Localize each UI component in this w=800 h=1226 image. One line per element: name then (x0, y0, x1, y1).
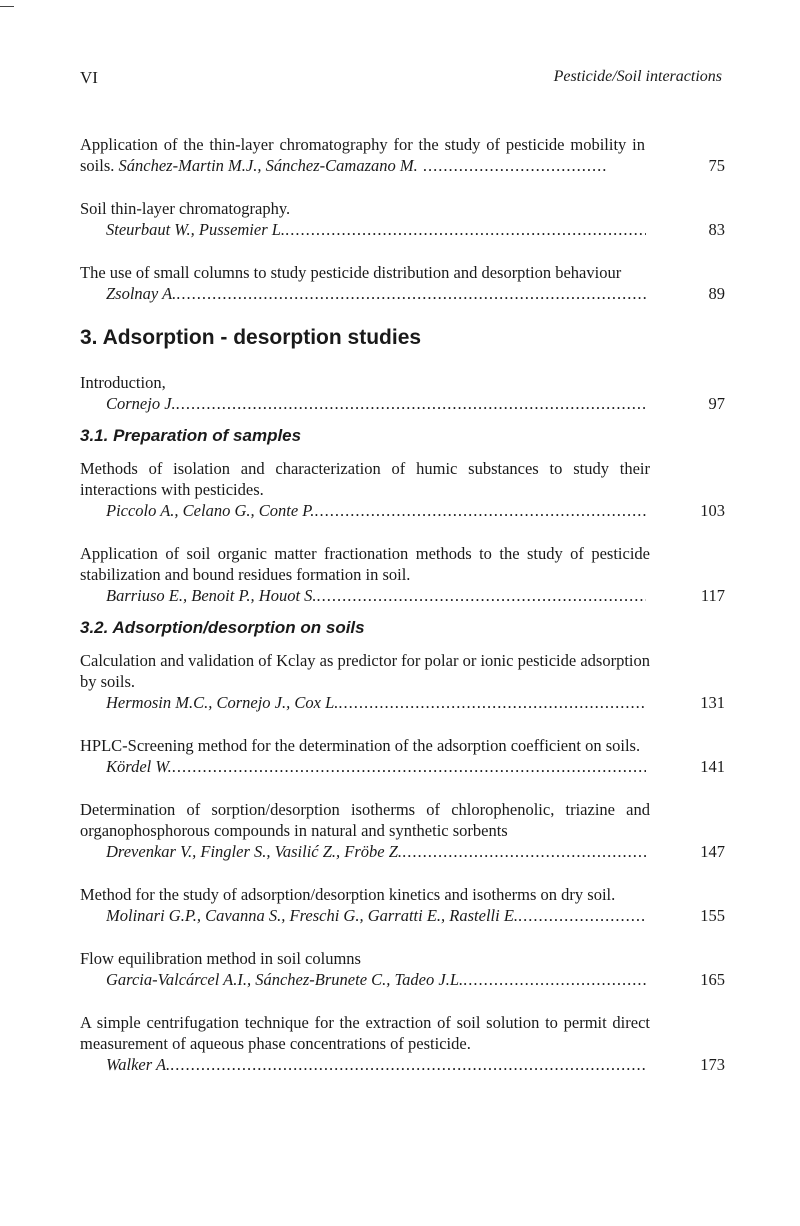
entry-title: Application of soil organic matter fractionation methods to the study of pesticide stabilization and bound residues formation in soil. (80, 544, 650, 584)
entry-author-line (80, 969, 725, 990)
entry-authors: Steurbaut W., Pussemier L. (106, 220, 286, 239)
toc-entry (80, 948, 725, 990)
entry-author-line (80, 219, 725, 240)
toc-entry (80, 262, 725, 304)
entry-title: A simple centrifugation technique for the extraction of soil solution to permit direct measurement of aqueous phase concentrations of pesticide. (80, 1013, 650, 1053)
toc-entry (80, 735, 725, 777)
entry-authors: Zsolnay A. (106, 284, 177, 303)
toc-entry (80, 884, 725, 926)
entry-title: HPLC-Screening method for the determination of the adsorption coefficient on soils. (80, 736, 641, 755)
entry-page[interactable]: 165 (700, 970, 725, 989)
toc-entry (80, 650, 725, 713)
toc-entry (80, 458, 725, 521)
entry-page[interactable]: 141 (700, 757, 725, 776)
entry-page[interactable]: 147 (700, 842, 725, 861)
entry-title: Method for the study of adsorption/desorption kinetics and isotherms on dry soil. (80, 885, 616, 904)
entry-author-line (80, 841, 725, 862)
section-heading: 3. Adsorption - desorption studies (80, 326, 422, 349)
entry-authors: Walker A. (106, 1055, 171, 1074)
entry-authors: Cornejo J. (106, 394, 176, 413)
toc-entry (80, 372, 725, 414)
entry-page[interactable]: 117 (700, 586, 725, 605)
entry-page[interactable]: 89 (708, 284, 725, 303)
entry-page[interactable]: 103 (700, 501, 725, 520)
entry-authors: Hermosin M.C., Cornejo J., Cox L. (106, 693, 339, 712)
entry-title: Determination of sorption/desorption isotherms of chlorophenolic, triazine and organophosphorous compounds in natural and synthetic sorbents (80, 800, 650, 840)
entry-page[interactable]: 131 (700, 693, 725, 712)
entry-title: Calculation and validation of Kclay as predictor for polar or ionic pesticide adsorption by soils. (80, 651, 650, 691)
entry-author-line (80, 393, 725, 414)
entry-page[interactable]: 173 (700, 1055, 725, 1074)
entry-title: Introduction, (80, 373, 166, 392)
toc-entry (80, 198, 725, 240)
entry-title: Application of the thin-layer chromatography for the study of pesticide mobility in soils. Sánchez-Martin M.J., Sánchez-Camazano M. .................................... (80, 135, 645, 175)
entry-title-text: Application of the thin-layer chromatography for the study of pesticide mobility in soils. (80, 135, 645, 175)
entry-page[interactable]: 97 (708, 394, 725, 413)
entry-authors: Piccolo A., Celano G., Conte P. (106, 501, 315, 520)
entry-title: The use of small columns to study pesticide distribution and desorption behaviour (80, 263, 622, 282)
entry-author-line (80, 756, 725, 777)
entry-authors: Sánchez-Martin M.J., Sánchez-Camazano M. (118, 156, 418, 175)
entry-author-line (80, 500, 725, 521)
subsection-heading: 3.1. Preparation of samples (80, 426, 302, 445)
entry-authors: Garcia-Valcárcel A.I., Sánchez-Brunete C., Tadeo J.L. (106, 970, 464, 989)
toc-entry (80, 543, 725, 606)
entry-page[interactable]: 75 (708, 156, 725, 175)
entry-author-line (80, 1054, 725, 1075)
entry-author-line (80, 283, 725, 304)
scan-mark (0, 6, 14, 7)
toc-content (80, 134, 725, 1075)
entry-authors: Drevenkar V., Fingler S., Vasilić Z., Fröbe Z. (106, 842, 403, 861)
toc-entry (80, 1012, 725, 1075)
entry-page[interactable]: 83 (708, 220, 725, 239)
entry-title: Flow equilibration method in soil columns (80, 949, 361, 968)
entry-author-line (80, 905, 725, 926)
running-title: Pesticide/Soil interactions (553, 68, 722, 85)
entry-authors: Molinari G.P., Cavanna S., Freschi G., Garratti E., Rastelli E. (106, 906, 519, 925)
entry-authors: Kördel W. (106, 757, 172, 776)
entry-author-line (80, 692, 725, 713)
entry-title: Soil thin-layer chromatography. (80, 199, 291, 218)
entry-author-line (80, 585, 725, 606)
subsection-heading: 3.2. Adsorption/desorption on soils (80, 618, 365, 637)
toc-entry (80, 134, 725, 176)
entry-title: Methods of isolation and characterization of humic substances to study their interactions with pesticides. (80, 459, 650, 499)
page-number: VI (80, 68, 98, 87)
toc-entry (80, 799, 725, 862)
entry-page[interactable]: 155 (700, 906, 725, 925)
entry-authors: Barriuso E., Benoit P., Houot S. (106, 586, 317, 605)
